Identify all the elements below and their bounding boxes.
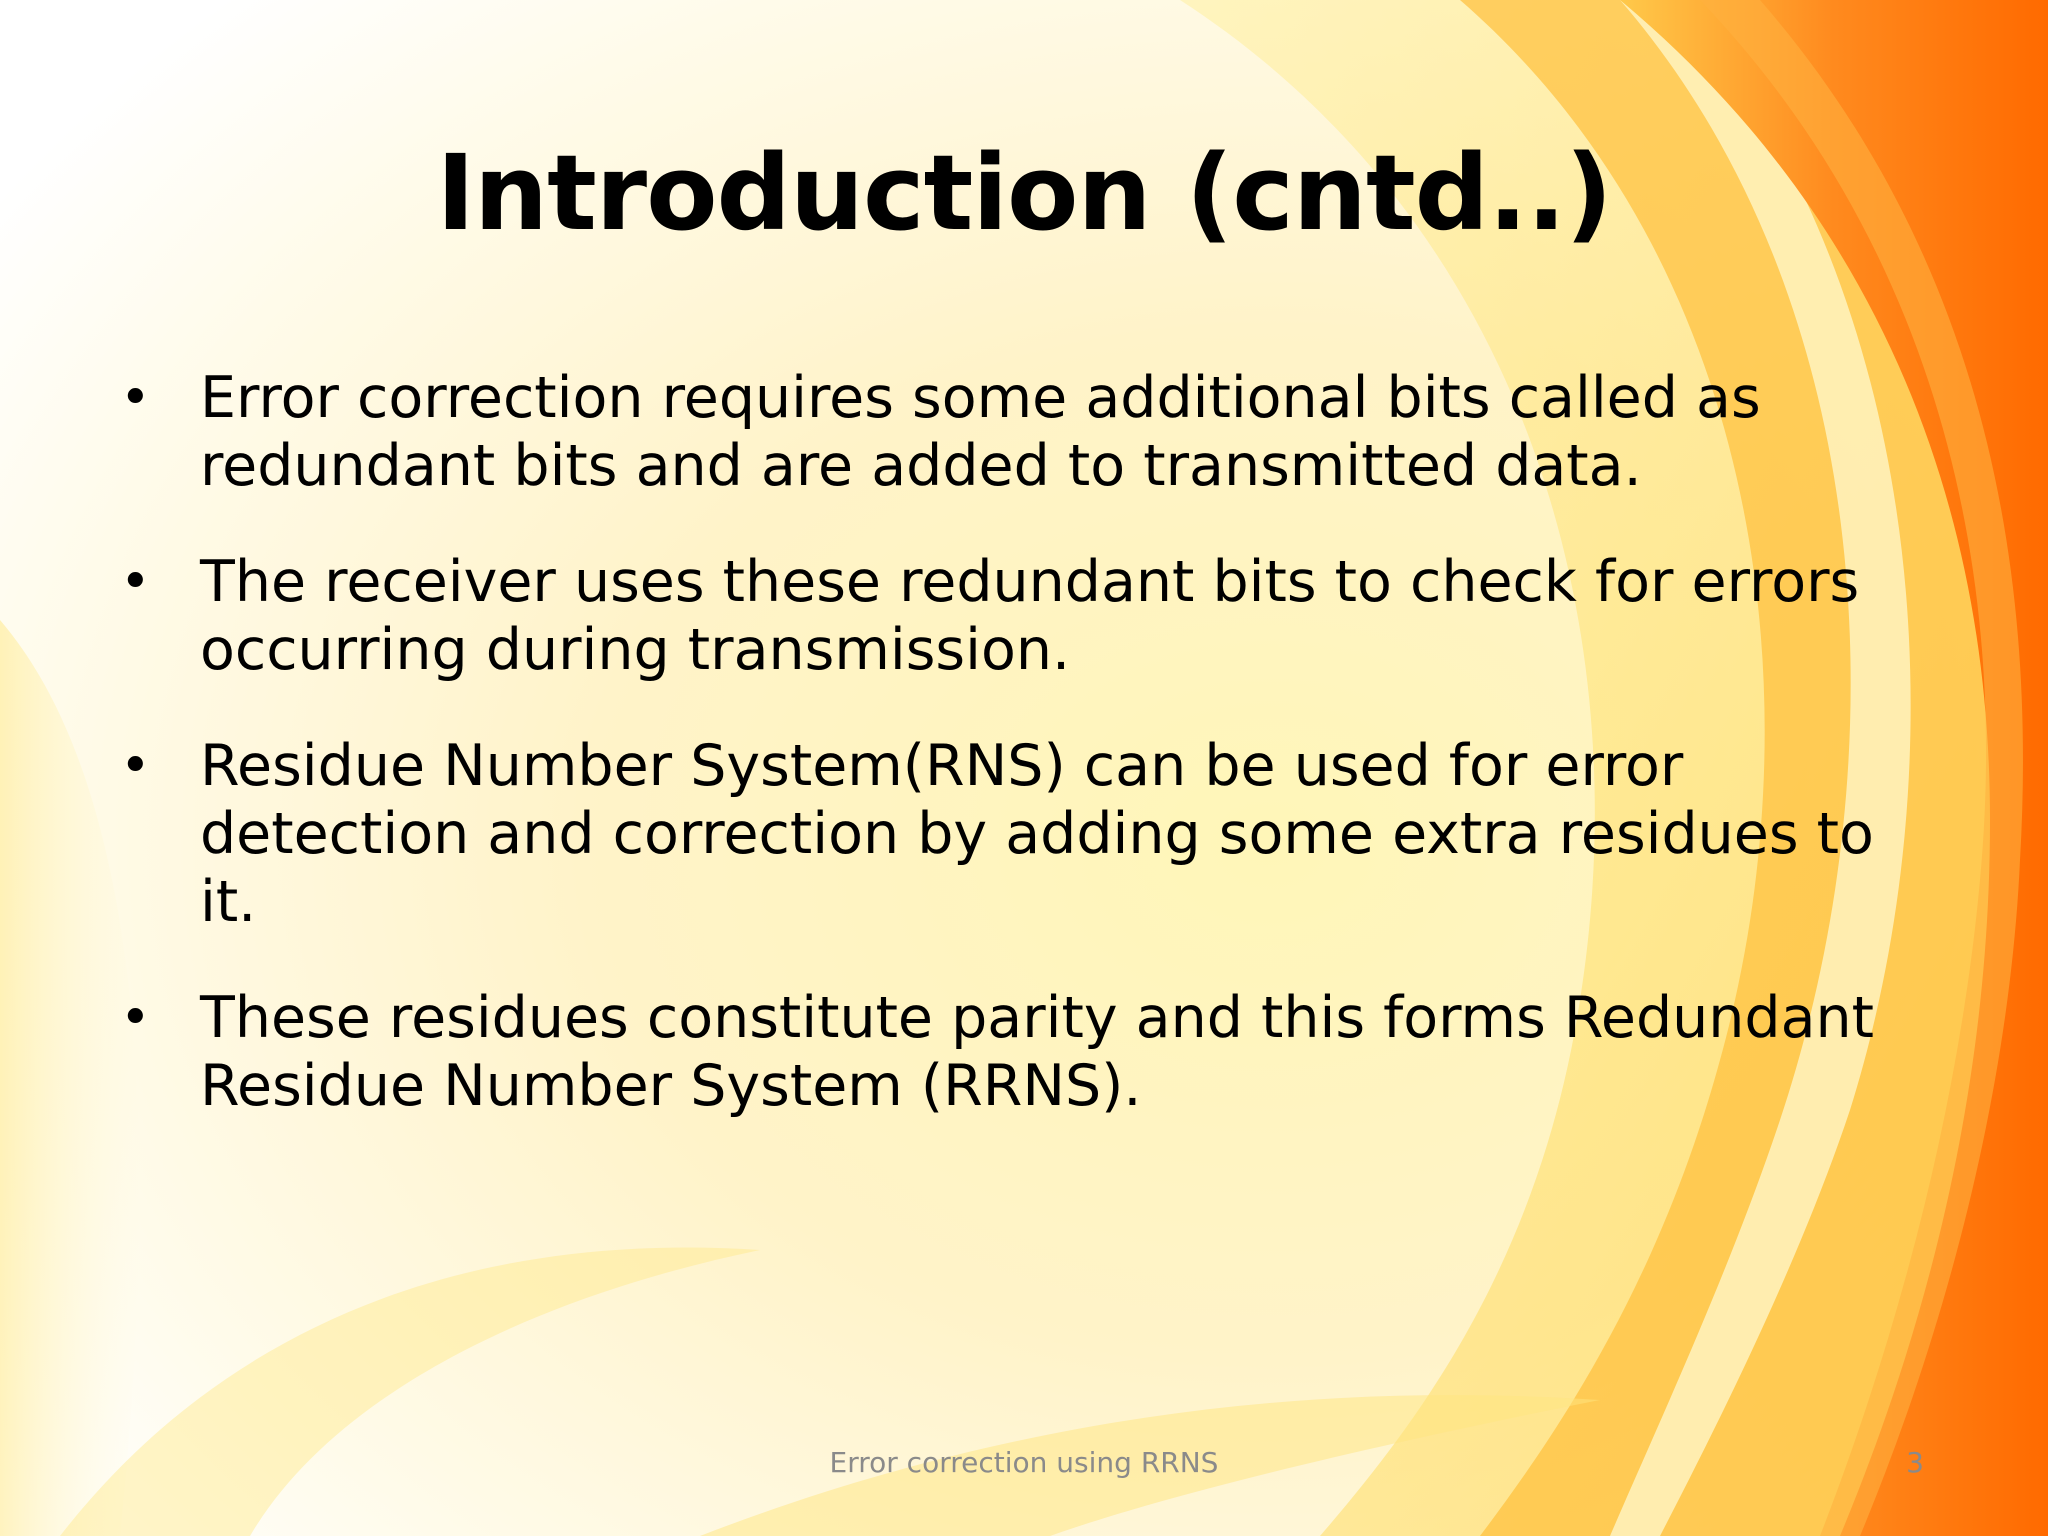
bullet-text: The receiver uses these redundant bits to check for errors occurring during transmission.	[200, 549, 1860, 683]
bullet-text: Residue Number System(RNS) can be used for error detection and correction by adding some extra residues to it.	[200, 733, 1874, 935]
bullet-point-icon: •	[120, 368, 151, 428]
bullet-item	[120, 984, 1920, 1120]
bullet-point-icon: •	[120, 988, 151, 1048]
bullet-point-icon: •	[120, 552, 151, 612]
slide-title: Introduction (cntd..)	[436, 132, 1612, 254]
slide-number: 3	[1906, 1446, 1924, 1479]
bullet-item	[120, 364, 1920, 500]
bullet-text: Error correction requires some additional bits called as redundant bits and are added to transmitted data.	[200, 365, 1761, 499]
bullet-point-icon: •	[120, 736, 151, 796]
bullet-item	[120, 732, 1920, 936]
bullet-list	[120, 364, 1920, 1168]
bullet-item	[120, 548, 1920, 684]
bullet-text: These residues constitute parity and this forms Redundant Residue Number System (RRNS).	[200, 985, 1875, 1119]
slide-footer: Error correction using RRNS	[829, 1446, 1219, 1479]
